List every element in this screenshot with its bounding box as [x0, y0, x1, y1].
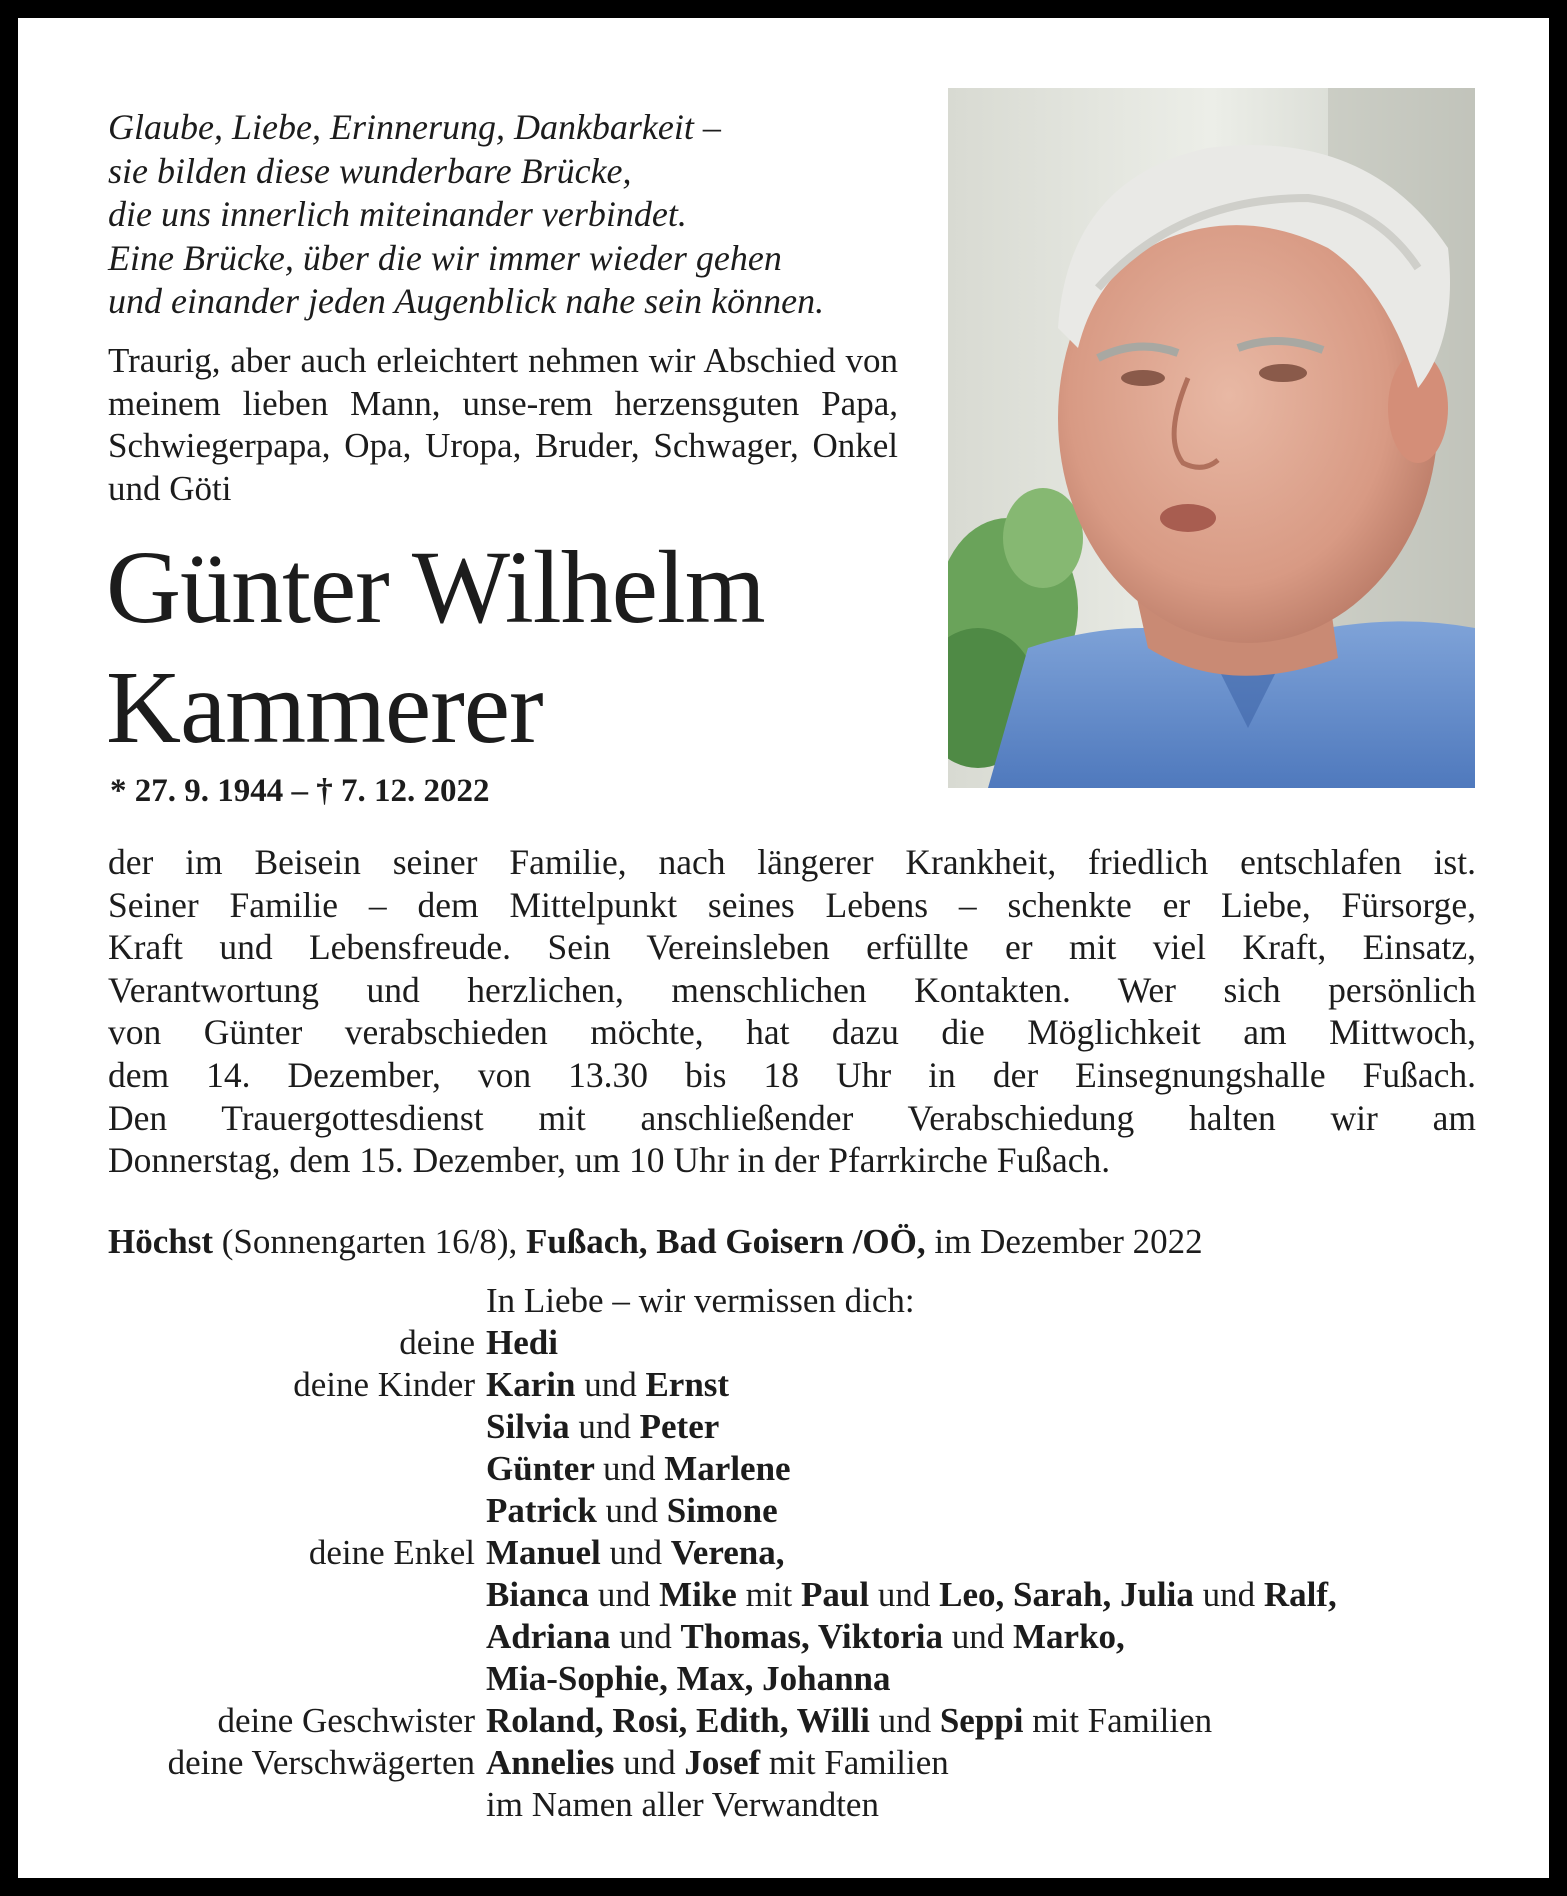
- obituary-text-line: dem 14. Dezember, von 13.30 bis 18 Uhr in der Einsegnungshalle Fußach.: [108, 1054, 1476, 1095]
- signer-connector: mit Familien: [1023, 1701, 1213, 1740]
- signer-names: [486, 1616, 1125, 1658]
- signer-name: Josef: [684, 1743, 761, 1782]
- signer-name: Peter: [639, 1407, 720, 1446]
- portrait-photo: [948, 88, 1475, 788]
- signer-name: Günter: [486, 1449, 603, 1488]
- signer-connector: und: [589, 1575, 660, 1614]
- signer-row: [18, 1322, 1549, 1364]
- location-date: im Dezember 2022: [925, 1222, 1203, 1261]
- signer-relation: deine Enkel: [308, 1533, 475, 1572]
- signer-connector: und: [869, 1701, 940, 1740]
- signer-name: Thomas, Viktoria: [680, 1617, 944, 1656]
- signer-relation: deine Geschwister: [217, 1701, 475, 1740]
- signer-name: Verena,: [670, 1533, 785, 1572]
- obituary-text-line: Seiner Familie – dem Mittelpunkt seines Lebens – schenkte er Liebe, Fürsorge,: [108, 884, 1476, 925]
- signers-intro-row: [18, 1280, 1549, 1322]
- signer-connector: mit Familien: [760, 1743, 949, 1782]
- signer-relation: deine Verschwägerten: [167, 1743, 475, 1782]
- obituary-text-line: der im Beisein seiner Familie, nach längerer Krankheit, friedlich entschlafen ist.: [108, 842, 1476, 882]
- location-place: Höchst: [108, 1222, 213, 1261]
- signer-name: Ralf,: [1263, 1575, 1337, 1614]
- signers-intro: In Liebe – wir vermissen dich:: [486, 1281, 915, 1320]
- signer-name: Paul: [801, 1575, 870, 1614]
- signer-name: Karin: [486, 1365, 576, 1404]
- obituary-text-line: Kraft und Lebensfreude. Sein Vereinsleben erfüllte er mit viel Kraft, Einsatz,: [108, 927, 1476, 968]
- signer-connector: und: [575, 1365, 646, 1404]
- signer-name: Hedi: [486, 1323, 558, 1362]
- signer-connector: und: [569, 1407, 640, 1446]
- signer-name: Leo, Sarah, Julia: [939, 1575, 1194, 1614]
- obituary-text-line: von Günter verabschieden möchte, hat dazu die Möglichkeit am Mittwoch,: [108, 1012, 1476, 1053]
- signer-names: [486, 1448, 791, 1490]
- signer-connector: mit: [736, 1575, 802, 1614]
- signer-names: [486, 1322, 558, 1364]
- obituary-text-line: Donnerstag, dem 15. Dezember, um 10 Uhr in der Pfarrkirche Fußach.: [108, 1140, 1111, 1181]
- signer-connector: und: [600, 1533, 671, 1572]
- signer-connector: und: [596, 1491, 667, 1530]
- signer-names: [486, 1406, 719, 1448]
- signer-name: Silvia: [486, 1407, 570, 1446]
- signer-row: [18, 1784, 1549, 1826]
- signer-row: [18, 1658, 1549, 1700]
- signer-connector: und: [610, 1617, 681, 1656]
- signer-name: Simone: [666, 1491, 778, 1530]
- signer-connector: und: [943, 1617, 1014, 1656]
- signer-name: Marko,: [1013, 1617, 1125, 1656]
- signer-name: Patrick: [486, 1491, 597, 1530]
- signer-names: [486, 1700, 1212, 1742]
- signer-connector: im Namen aller Verwandten: [486, 1785, 879, 1824]
- signer-connector: und: [869, 1575, 940, 1614]
- signer-names: [486, 1784, 879, 1826]
- location-line: [108, 1221, 1488, 1263]
- obituary-page: [18, 18, 1549, 1878]
- signer-name: Roland, Rosi, Edith, Willi: [486, 1701, 870, 1740]
- signer-row: [18, 1532, 1549, 1574]
- signer-connector: und: [614, 1743, 685, 1782]
- signer-row: [18, 1364, 1549, 1406]
- signer-name: Adriana: [486, 1617, 611, 1656]
- signer-name: Manuel: [486, 1533, 601, 1572]
- obituary-text: [108, 841, 1476, 1182]
- signer-name: Bianca: [486, 1575, 590, 1614]
- obituary-text-line: Verantwortung und herzlichen, menschlichen Kontakten. Wer sich persönlich: [108, 969, 1476, 1010]
- signer-row: [18, 1490, 1549, 1532]
- signer-name: Mike: [659, 1575, 737, 1614]
- intro-paragraph: Traurig, aber auch erleichtert nehmen wir Abschied von meinem lieben Mann, unse-rem herzensguten Papa, Schwiegerpapa, Opa, Uropa, Bruder, Schwager, Onkel und Göti: [108, 341, 898, 508]
- signer-row: [18, 1700, 1549, 1742]
- signer-relation: deine: [399, 1323, 475, 1362]
- signer-row: [18, 1742, 1549, 1784]
- location-places: Fußach, Bad Goisern /OÖ,: [525, 1222, 926, 1261]
- signer-names: [486, 1574, 1337, 1616]
- signer-name: Ernst: [645, 1365, 730, 1404]
- deceased-name: Günter Wilhelm Kammerer: [106, 530, 765, 765]
- life-dates: * 27. 9. 1944 – † 7. 12. 2022: [110, 773, 490, 809]
- signer-name: Seppi: [939, 1701, 1024, 1740]
- signer-names: [486, 1490, 778, 1532]
- signer-name: Annelies: [486, 1743, 615, 1782]
- obituary-text-line: Den Trauergottesdienst mit anschließender Verabschiedung halten wir am: [108, 1097, 1476, 1138]
- signer-row: [18, 1574, 1549, 1616]
- location-address: (Sonnengarten 16/8),: [213, 1222, 526, 1261]
- signer-row: [18, 1616, 1549, 1658]
- memorial-poem: Glaube, Liebe, Erinnerung, Dankbarkeit – sie bilden diese wunderbare Brücke, die uns innerlich miteinander verbindet. Eine Brücke, über die wir immer wieder gehen und einander jeden Augenblick nahe sein können.: [108, 107, 825, 321]
- signer-row: [18, 1448, 1549, 1490]
- signer-relation: deine Kinder: [293, 1365, 475, 1404]
- signer-name: Marlene: [664, 1449, 791, 1488]
- signers-block: [18, 1280, 1549, 1826]
- signer-names: [486, 1742, 949, 1784]
- signer-row: [18, 1406, 1549, 1448]
- signer-connector: und: [1193, 1575, 1264, 1614]
- signer-connector: und: [603, 1449, 665, 1488]
- signer-names: [486, 1364, 729, 1406]
- signer-names: [486, 1532, 784, 1574]
- signer-name: Mia-Sophie, Max, Johanna: [486, 1659, 891, 1698]
- signer-names: [486, 1658, 891, 1700]
